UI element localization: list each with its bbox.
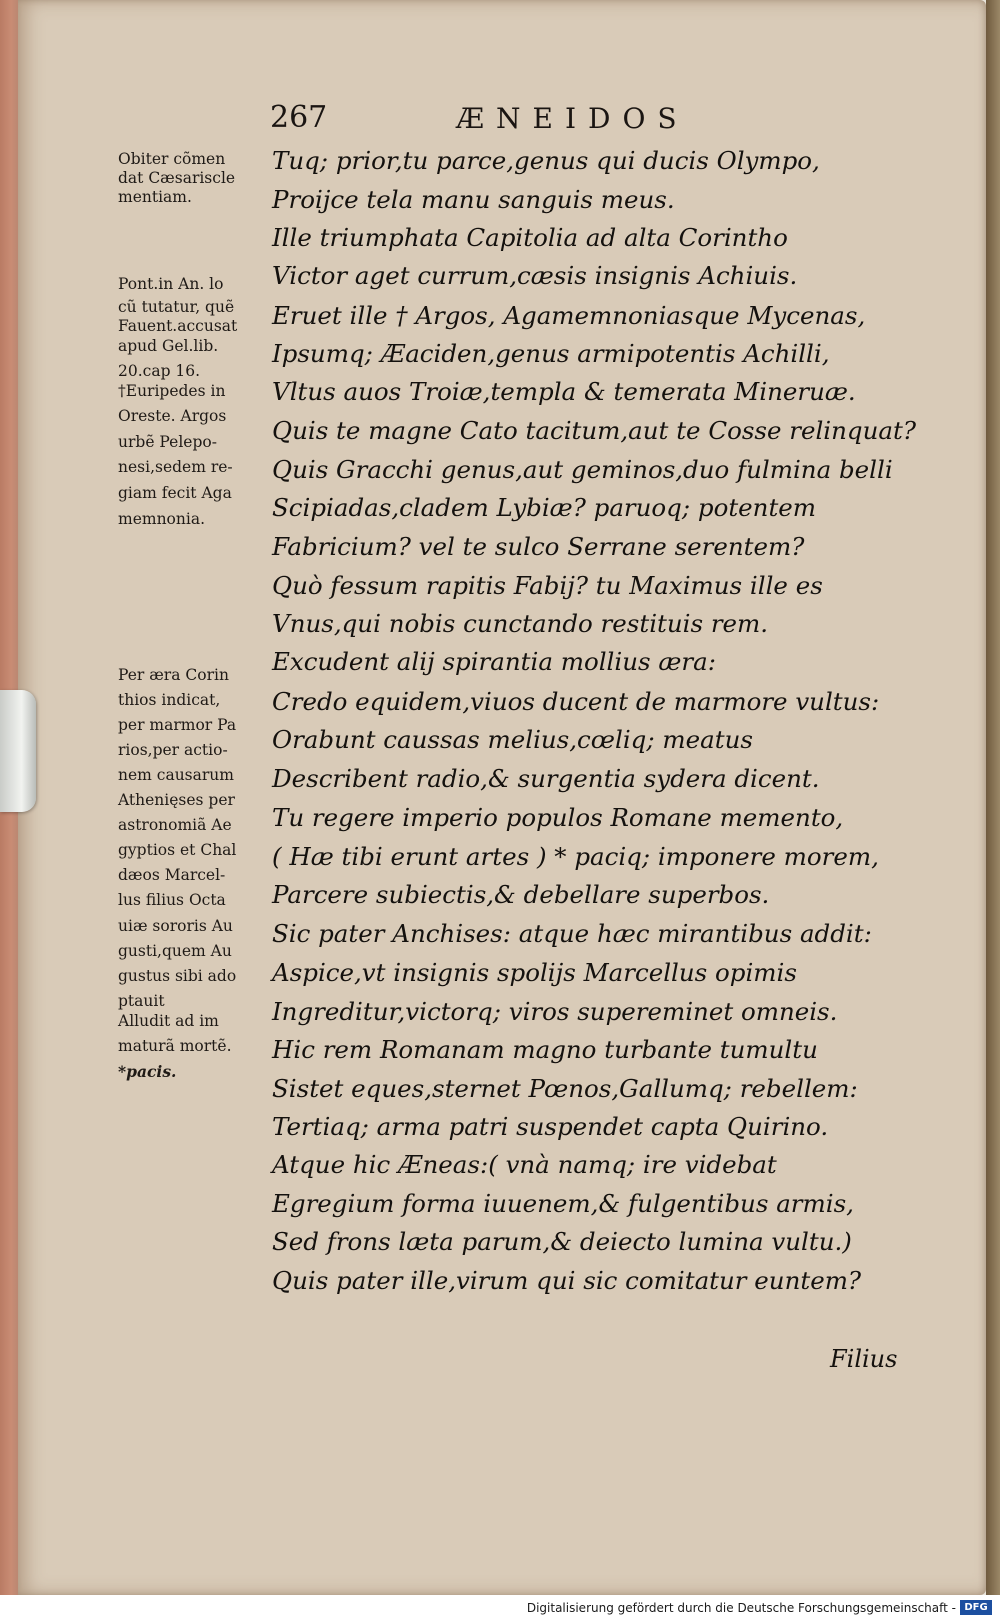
scanner-clip — [0, 690, 36, 812]
verse-line: Eruet ille † Argos, Agamemnoniasque Mycenas, — [272, 301, 866, 330]
marginal-note-line: 20.cap 16. — [118, 362, 201, 380]
verse-line: Ille triumphata Capitolia ad alta Corintho — [272, 223, 788, 252]
marginal-note-line: mentiam. — [118, 188, 192, 206]
marginal-note-line: maturã mortẽ. — [118, 1037, 232, 1055]
verse-line: Tertiaq; arma patri suspendet capta Quirino. — [272, 1112, 829, 1141]
catchword: Filius — [830, 1345, 898, 1373]
verse-line: Quis pater ille,virum qui sic comitatur euntem? — [272, 1266, 862, 1295]
marginal-note-line: gyptios et Chal — [118, 841, 237, 859]
page-number: 267 — [270, 100, 328, 135]
verse-line: Quò fessum rapitis Fabij? tu Maximus ille es — [272, 571, 823, 600]
marginal-note-line: uiæ sororis Au — [118, 917, 233, 935]
verse-line: Ipsumq; Æaciden,genus armipotentis Achilli, — [272, 339, 830, 368]
marginal-note-line: Oreste. Argos — [118, 407, 227, 425]
footer-credit: Digitalisierung gefördert durch die Deutsche Forschungsgemeinschaft - — [526, 1601, 956, 1615]
marginal-note-line: *pacis. — [118, 1062, 177, 1081]
verse-line: Sistet eques,sternet Pœnos,Gallumq; rebellem: — [272, 1074, 858, 1103]
verse-line: Describent radio,& surgentia sydera dicent. — [272, 764, 820, 793]
marginal-note-line: gustus sibi ado — [118, 967, 237, 985]
page-header — [270, 100, 830, 140]
verse-line: Quis Gracchi genus,aut geminos,duo fulmina belli — [272, 455, 893, 484]
verse-line: Sed frons læta parum,& deiecto lumina vultu.) — [272, 1227, 852, 1256]
marginal-note-line: Athenięses per — [118, 791, 235, 809]
verse-line: Vnus,qui nobis cunctando restituis rem. — [272, 609, 769, 638]
verse-line: Excudent alij spirantia mollius æra: — [272, 647, 716, 676]
marginal-note-line: urbẽ Pelepo- — [118, 433, 217, 451]
verse-line: Fabricium? vel te sulco Serrane serentem? — [272, 532, 805, 561]
verse-line: Quis te magne Cato tacitum,aut te Cosse relinquat? — [272, 416, 916, 445]
marginal-note-line: †Euripedes in — [118, 382, 226, 400]
marginal-note-line: nem causarum — [118, 766, 234, 784]
marginal-note-line: ptauit — [118, 992, 165, 1010]
marginal-note-line: nesi,sedem re- — [118, 458, 233, 476]
verse-line: Sic pater Anchises: atque hæc mirantibus addit: — [272, 919, 872, 948]
marginal-note-line: cũ tutatur, quẽ — [118, 298, 235, 316]
verse-line: Scipiadas,cladem Lybiæ? paruoq; potentem — [272, 493, 817, 522]
marginal-note-line: dæos Marcel- — [118, 866, 226, 884]
verse-line: Vltus auos Troiæ,templa & temerata Mineruæ. — [272, 377, 856, 406]
verse-line: Victor aget currum,cæsis insignis Achiuis. — [272, 261, 798, 290]
marginal-note-line: Fauent.accusat — [118, 317, 238, 335]
marginal-note-line: Alludit ad im — [118, 1012, 219, 1030]
verse-line: Hic rem Romanam magno turbante tumultu — [272, 1035, 818, 1064]
marginal-note-line: dat Cæsariscle — [118, 169, 236, 187]
verse-line: Tuq; prior,tu parce,genus qui ducis Olympo, — [272, 146, 820, 175]
verse-line: ( Hæ tibi erunt artes ) * paciq; imponere morem, — [272, 842, 879, 871]
verse-line: Atque hic Æneas:( vnà namq; ire videbat — [272, 1150, 777, 1179]
marginal-note-line: lus filius Octa — [118, 891, 226, 909]
verse-line: Egregium forma iuuenem,& fulgentibus armis, — [272, 1189, 854, 1218]
verse-line: Orabunt caussas melius,cœliq; meatus — [272, 725, 753, 754]
marginal-note-line: giam fecit Aga — [118, 484, 232, 502]
marginal-note-line: per marmor Pa — [118, 716, 237, 734]
digitization-footer — [0, 1595, 1000, 1622]
marginal-note-line: apud Gel.lib. — [118, 337, 219, 355]
verse-line: Aspice,vt insignis spolijs Marcellus opimis — [272, 958, 797, 987]
marginal-note-line: memnonia. — [118, 510, 205, 528]
verse-line: Ingreditur,victorq; viros supereminet omneis. — [272, 997, 838, 1026]
marginal-note-line: rios,per actio- — [118, 741, 228, 759]
marginal-note-line: gusti,quem Au — [118, 942, 232, 960]
marginal-note-line: Per æra Corin — [118, 666, 229, 684]
verse-line: Tu regere imperio populos Romane memento, — [272, 803, 844, 832]
verse-line: Parcere subiectis,& debellare superbos. — [272, 880, 770, 909]
marginal-note-line: astronomiã Ae — [118, 816, 232, 834]
marginal-note-line: Obiter cõmen — [118, 150, 226, 168]
running-title: ÆNEIDOS — [456, 102, 689, 135]
marginal-note-line: Pont.in An. lo — [118, 275, 224, 293]
verse-line: Credo equidem,viuos ducent de marmore vultus: — [272, 687, 880, 716]
page-stack-edge — [986, 0, 1000, 1595]
verse-line: Proijce tela manu sanguis meus. — [272, 185, 675, 214]
marginal-note-line: thios indicat, — [118, 691, 221, 709]
dfg-logo-icon: DFG — [960, 1600, 992, 1615]
